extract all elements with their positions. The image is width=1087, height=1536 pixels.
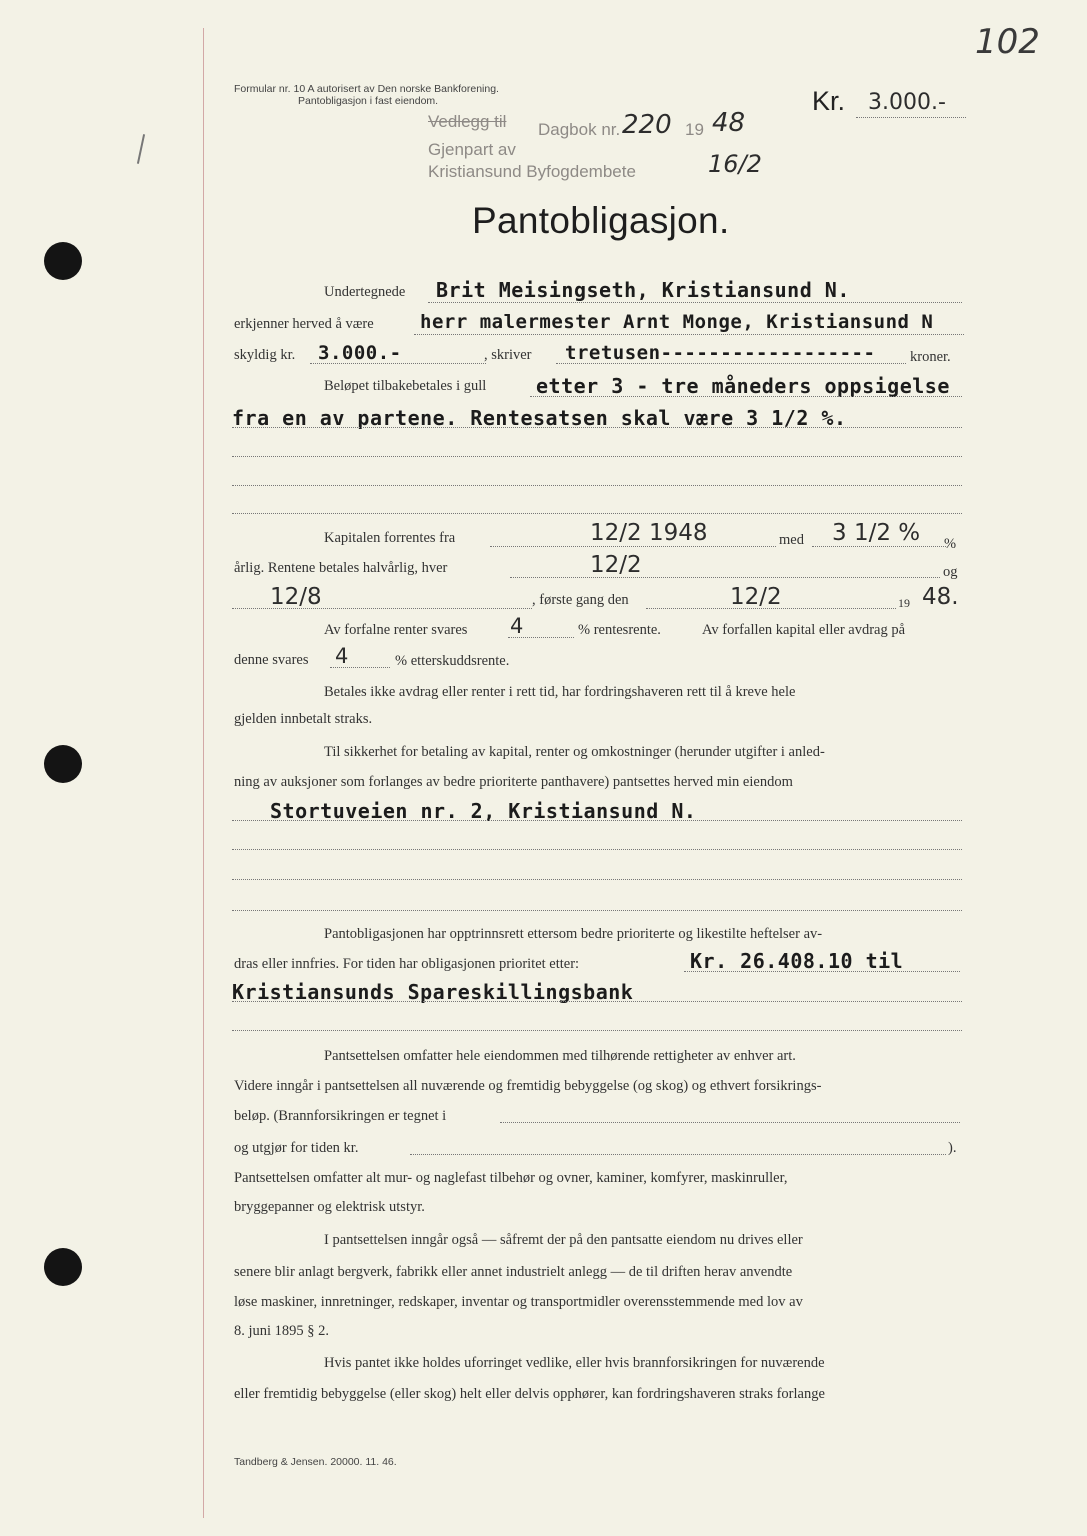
forfallen-label: Av forfallen kapital eller avdrag på (702, 622, 906, 638)
forste-label: , første gang den (532, 592, 629, 608)
ogsaa-line2: senere blir anlagt bergverk, fabrikk eller annet industrielt anlegg — de til driften herav anvendte (234, 1264, 793, 1280)
property-address: Stortuveien nr. 2, Kristiansund N. (270, 799, 697, 823)
fill-line (232, 485, 962, 486)
printer-note: Tandberg & Jensen. 20000. 11. 46. (234, 1456, 397, 1468)
sikkerhet-line1: Til sikkerhet for betaling av kapital, renter og omkostninger (herunder utgifter i anled- (324, 744, 825, 760)
fill-line (500, 1122, 960, 1123)
fill-line (410, 1154, 946, 1155)
punch-hole (44, 1248, 82, 1286)
fill-line (330, 667, 390, 668)
kroner-label: kroner. (910, 349, 951, 365)
fill-line (428, 302, 962, 303)
ogsaa-line3: løse maskiner, innretninger, redskaper, inventar og transportmidler overensstemmende med lov av (234, 1294, 803, 1310)
og-label: og (943, 564, 958, 580)
repay-line2: fra en av partene. Rentesatsen skal være 3 1/2 %. (232, 406, 847, 430)
hvis-line2: eller fremtidig bebyggelse (eller skog) helt eller delvis opphører, kan fordringshaveren straks forlange (234, 1386, 825, 1402)
form-note-line2: Pantobligasjon i fast eiendom. (298, 95, 439, 107)
etterskudd-value: 4 (335, 644, 349, 668)
interest-rate: 3 1/2 % (832, 520, 921, 546)
forfalne-label: Av forfalne renter svares (324, 622, 468, 638)
fill-line (232, 456, 962, 457)
fill-line (232, 820, 962, 821)
stamp-year-suffix: 48 (712, 108, 746, 138)
fill-line (684, 971, 960, 972)
omfatter-line2: Videre inngår i pantsettelsen all nuværende og fremtidig bebyggelse (og skog) og ethvert forsikrings- (234, 1078, 822, 1094)
omfatter-line1: Pantsettelsen omfatter hele eiendommen med tilhørende rettigheter av enhver art. (324, 1048, 796, 1064)
skyldig-label: skyldig kr. (234, 347, 296, 363)
med-label: med (779, 532, 804, 548)
fill-line (232, 513, 962, 514)
rentesrente-value: 4 (510, 614, 524, 638)
forrentes-label: Kapitalen forrentes fra (324, 530, 456, 546)
creditor-name: herr malermester Arnt Monge, Kristiansund N (420, 311, 934, 333)
fill-line (646, 608, 896, 609)
omfatter-line4-end: ). (948, 1140, 957, 1156)
fill-line (812, 546, 946, 547)
prior-line2: Kristiansunds Spareskillingsbank (232, 980, 634, 1004)
amount-label: Kr. (812, 86, 846, 116)
ogsaa-line1: I pantsettelsen inngår også — såfremt der på den pantsatte eiendom nu drives eller (324, 1232, 803, 1248)
hvis-line1: Hvis pantet ikke holdes uforringet vedlike, eller hvis brannforsikringen for nuværende (324, 1355, 825, 1371)
murfast-line2: bryggepanner og elektrisk utstyr. (234, 1199, 425, 1215)
pen-mark (137, 134, 145, 164)
undertegnede-label: Undertegnede (324, 284, 406, 300)
murfast-line1: Pantsettelsen omfatter alt mur- og naglefast tilbehør og ovner, kaminer, komfyrer, maskinruller, (234, 1170, 788, 1186)
fill-line (556, 363, 906, 364)
fill-line (232, 849, 962, 850)
interest-from: 12/2 1948 (590, 520, 708, 546)
omfatter-line3: beløp. (Brannforsikringen er tegnet i (234, 1108, 447, 1124)
fill-line (232, 427, 962, 428)
margin-rule (203, 28, 204, 1518)
punch-hole (44, 745, 82, 783)
first-year: 48. (922, 584, 959, 610)
stamp-office: Kristiansund Byfogdembete (428, 162, 636, 181)
punch-hole (44, 242, 82, 280)
stamp-year-prefix: 19 (685, 120, 704, 139)
betales-line1: Betales ikke avdrag eller renter i rett tid, har fordringshaveren rett til å kreve hele (324, 684, 796, 700)
tilbake-label: Beløpet tilbakebetales i gull (324, 378, 487, 394)
document-title: Pantobligasjon. (472, 200, 730, 241)
erkjenner-label: erkjenner herved å være (234, 316, 374, 332)
fill-line (510, 577, 940, 578)
form-note-line1: Formular nr. 10 A autorisert av Den norske Bankforening. (234, 83, 499, 95)
pct-suffix: % (944, 536, 957, 552)
fill-line (310, 363, 486, 364)
ogsaa-line4: 8. juni 1895 § 2. (234, 1323, 330, 1339)
stamp-date: 16/2 (708, 150, 762, 178)
fill-line (232, 608, 532, 609)
pay-date2: 12/8 (270, 584, 322, 610)
debtor-name: Brit Meisingseth, Kristiansund N. (436, 278, 850, 302)
rentesrente-suffix: % rentesrente. (578, 622, 661, 638)
prioritet-line1: Pantobligasjonen har opptrinnsrett ettersom bedre prioriterte og likestilte heftelser av- (324, 926, 823, 942)
stamp-dagbok-nr: 220 (622, 110, 672, 140)
stamp-vedlegg: Vedlegg til (428, 112, 507, 131)
amount-digits: 3.000.- (318, 342, 402, 364)
amount-value: 3.000.- (868, 90, 946, 115)
pay-date1: 12/2 (590, 552, 642, 578)
fill-line (232, 1001, 962, 1002)
denne-label: denne svares (234, 652, 309, 668)
betales-line2: gjelden innbetalt straks. (234, 711, 373, 727)
stamp-gjenpart: Gjenpart av (428, 140, 516, 159)
halvaarlig-label: årlig. Rentene betales halvårlig, hver (234, 560, 448, 576)
fill-line (232, 879, 962, 880)
fill-line (530, 396, 962, 397)
first-date: 12/2 (730, 584, 782, 610)
etterskudd-suffix: % etterskuddsrente. (395, 653, 510, 669)
sikkerhet-line2: ning av auksjoner som forlanges av bedre prioriterte panthavere) pantsettes herved min eiendom (234, 774, 793, 790)
fill-line (508, 637, 574, 638)
amount-words: tretusen------------------ (565, 342, 876, 364)
amount-line (856, 117, 966, 118)
skriver-label: , skriver (484, 347, 532, 363)
prioritet-line2: dras eller innfries. For tiden har obligasjonen prioritet etter: (234, 956, 580, 972)
fill-line (414, 334, 964, 335)
fill-line (232, 1030, 962, 1031)
stamp-dagbok-label: Dagbok nr. (538, 120, 621, 139)
omfatter-line4: og utgjør for tiden kr. (234, 1140, 359, 1156)
fill-line (232, 910, 962, 911)
prior-line1: Kr. 26.408.10 til (690, 949, 904, 973)
page-number: 102 (975, 22, 1040, 62)
year-label: 19 (898, 596, 910, 610)
fill-line (490, 546, 776, 547)
repay-line1: etter 3 - tre måneders oppsigelse (536, 374, 950, 398)
